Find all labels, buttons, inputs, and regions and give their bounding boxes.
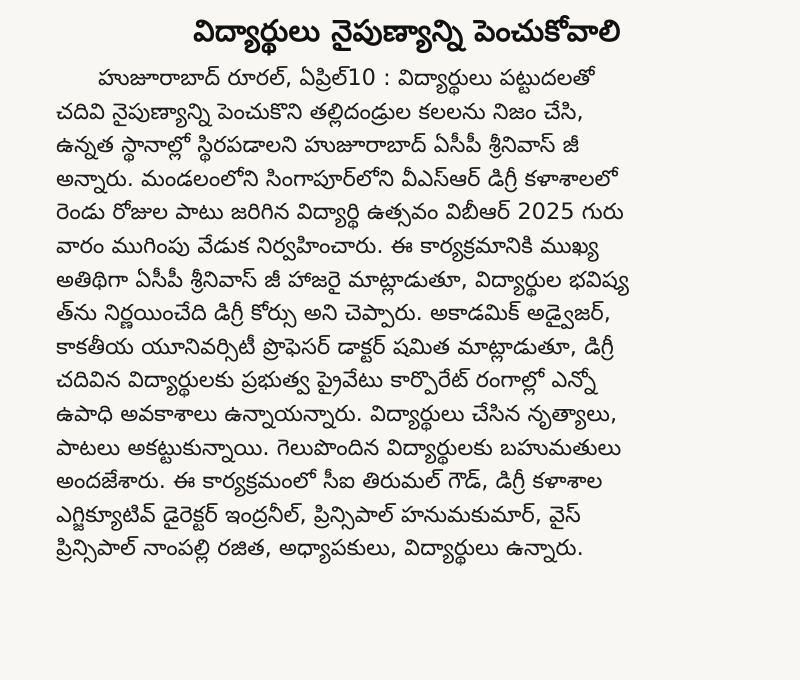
article-line: అన్నారు. మండలంలోని సింగాపూర్‌లోని వీఎస్ఆర్ డిగ్రీ కళాశాలలో [56, 165, 618, 192]
article-line: ప్రిన్సిపాల్ నాంపల్లి రజిత, అధ్యాపకులు, విద్యార్థులు ఉన్నారు. [56, 535, 584, 562]
article-line: త్‌ను నిర్ణయించేది డిగ్రీ కోర్సు అని చెప్పారు. అకాడమిక్ అడ్వైజర్, [56, 300, 611, 327]
article-line: అందజేశారు. ఈ కార్యక్రమంలో సీఐ తిరుమల్ గౌడ్, డిగ్రీ కళాశాల [56, 468, 603, 495]
article-line: రెండు రోజుల పాటు జరిగిన విద్యార్థి ఉత్సవం విబీఆర్ 2025 గురు [56, 199, 624, 226]
article-line: అతిథిగా ఏసీపీ శ్రీనివాస్ జీ హాజరై మాట్లాడుతూ, విద్యార్థుల భవిష్య [56, 266, 629, 293]
article-line: పాటలు అకట్టుకున్నాయి. గెలుపొందిన విద్యార్థులకు బహుమతులు [56, 434, 622, 461]
article-line: హుజూరాబాద్ రూరల్, ఏప్రిల్10 : విద్యార్థులు పట్టుదలతో [98, 65, 595, 91]
article-line: ఉన్నత స్థానాల్లో స్థిరపడాలని హుజూరాబాద్ ఏసీపీ శ్రీనివాస్ జీ [56, 132, 580, 159]
article-headline: విద్యార్థులు నైపుణ్యాన్ని పెంచుకోవాలి [193, 14, 621, 49]
article-line: చదివి నైపుణ్యాన్ని పెంచుకొని తల్లిదండ్రుల కలలను నిజం చేసి, [56, 98, 584, 125]
article-line: వారం ముగింపు వేడుక నిర్వహించారు. ఈ కార్యక్రమానికి ముఖ్య [56, 232, 599, 259]
article-body [56, 62, 758, 566]
article-line: ఉపాధి అవకాశాలు ఉన్నాయన్నారు. విద్యార్థులు చేసిన నృత్యాలు, [56, 400, 618, 427]
article-line: చదివిన విద్యార్థులకు ప్రభుత్వ ప్రైవేటు కార్పొరేట్ రంగాల్లో ఎన్నో [56, 367, 597, 394]
article-line: ఎగ్జిక్యూటివ్ డైరెక్టర్ ఇంద్రనీల్, ప్రిన్సిపాల్ హనుమకుమార్, వైస్ [56, 501, 581, 528]
article-line: కాకతీయ యూనివర్సిటీ ప్రొఫెసర్ డాక్టర్ షమిత మాట్లాడుతూ, డిగ్రీ [56, 333, 614, 360]
